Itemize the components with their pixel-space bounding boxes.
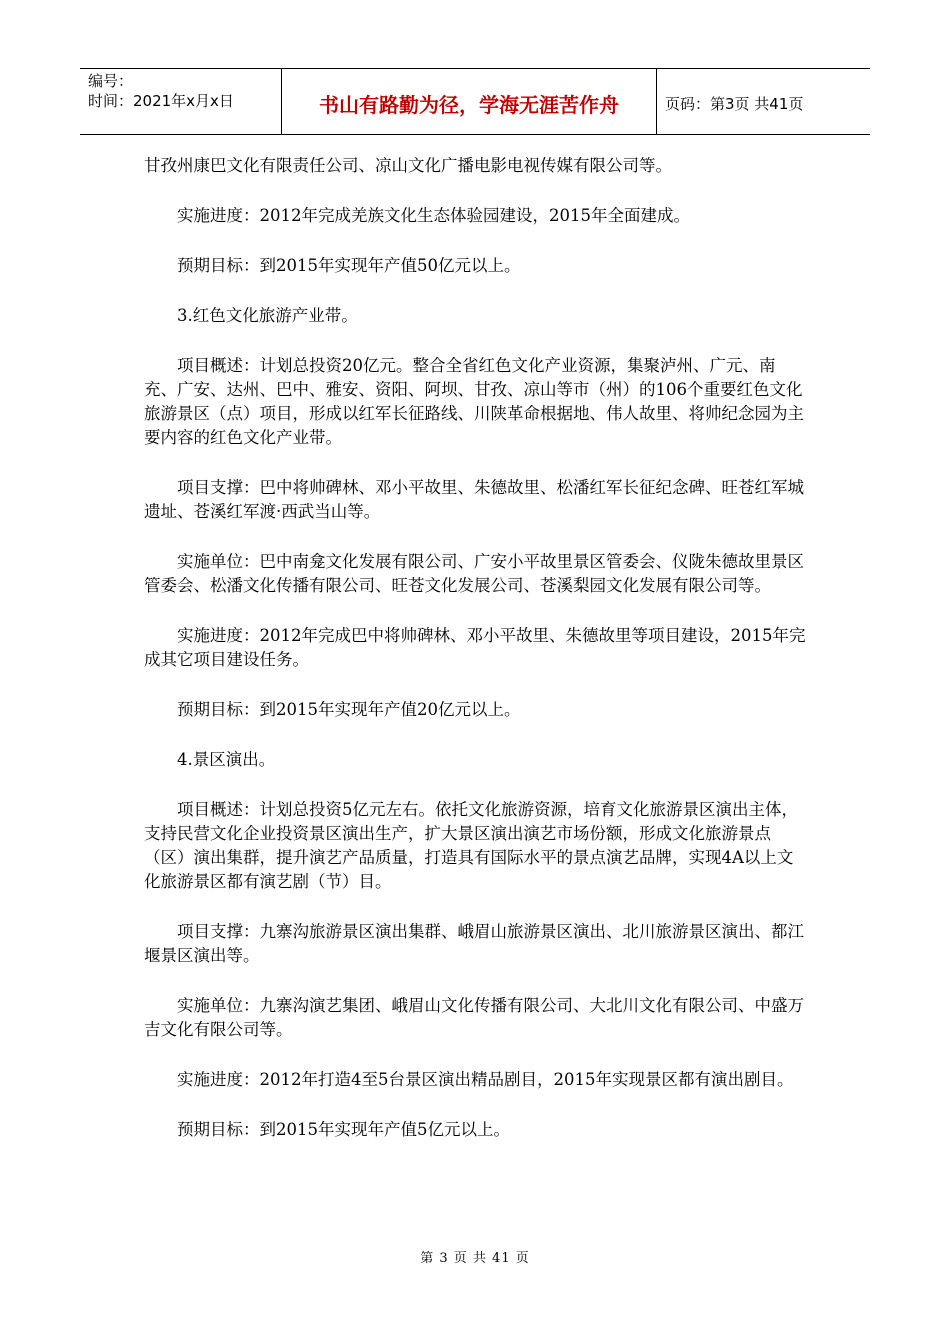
paragraph: 实施单位：九寨沟演艺集团、峨眉山文化传播有限公司、大北川文化有限公司、中盛万吉文化有限公司等。 — [144, 996, 804, 1039]
section-heading: 3.红色文化旅游产业带。 — [177, 306, 358, 325]
paragraph: 实施进度：2012年完成羌族文化生态体验园建设，2015年全面建成。 — [177, 206, 690, 225]
paragraph: 项目概述：计划总投资5亿元左右。依托文化旅游资源，培育文化旅游景区演出主体，支持民营文化企业投资景区演出生产，扩大景区演出演艺市场份额，形成文化旅游景点（区）演出集群，提升演艺产品质量，打造具有国际水平的景点演艺品牌，实现4A以上文化旅游景区都有演艺剧（节）目。 — [144, 800, 798, 891]
paragraph: 项目支撑：九寨沟旅游景区演出集群、峨眉山旅游景区演出、北川旅游景区演出、都江堰景区演出等。 — [144, 922, 804, 965]
document-body — [144, 154, 808, 1168]
paragraph: 实施进度：2012年完成巴中将帅碑林、邓小平故里、朱德故里等项目建设，2015年完成其它项目建设任务。 — [144, 626, 806, 669]
paragraph: 预期目标：到2015年实现年产值5亿元以上。 — [177, 1120, 510, 1139]
paragraph: 项目概述：计划总投资20亿元。整合全省红色文化产业资源，集聚泸州、广元、南充、广安、达州、巴中、雅安、资阳、阿坝、甘孜、凉山等市（州）的106个重要红色文化旅游景区（点）项目，形成以红军长征路线、川陕革命根据地、伟人故里、将帅纪念园为主要内容的红色文化产业带。 — [144, 356, 804, 447]
header-motto: 书山有路勤为径，学海无涯苦作舟 — [282, 69, 657, 134]
header-meta — [80, 69, 282, 134]
page-footer: 第 3 页 共 41 页 — [420, 1251, 530, 1266]
paragraph: 项目支撑：巴中将帅碑林、邓小平故里、朱德故里、松潘红军长征纪念碑、旺苍红军城遗址、苍溪红军渡·西武当山等。 — [144, 478, 804, 521]
section-heading: 4.景区演出。 — [177, 750, 276, 769]
document-date: 时间：2021年x月x日 — [88, 92, 234, 110]
document-number-label: 编号： — [88, 72, 134, 90]
paragraph: 预期目标：到2015年实现年产值50亿元以上。 — [177, 256, 521, 275]
paragraph: 预期目标：到2015年实现年产值20亿元以上。 — [177, 700, 521, 719]
paragraph: 甘孜州康巴文化有限责任公司、凉山文化广播电影电视传媒有限公司等。 — [144, 156, 672, 175]
paragraph: 实施单位：巴中南龛文化发展有限公司、广安小平故里景区管委会、仪陇朱德故里景区管委会、松潘文化传播有限公司、旺苍文化发展公司、苍溪梨园文化发展有限公司等。 — [144, 552, 804, 595]
paragraph: 实施进度：2012年打造4至5台景区演出精品剧目，2015年实现景区都有演出剧目。 — [177, 1070, 794, 1089]
page-header — [80, 68, 870, 135]
header-page-info: 页码：第3页 共41页 — [665, 95, 804, 113]
